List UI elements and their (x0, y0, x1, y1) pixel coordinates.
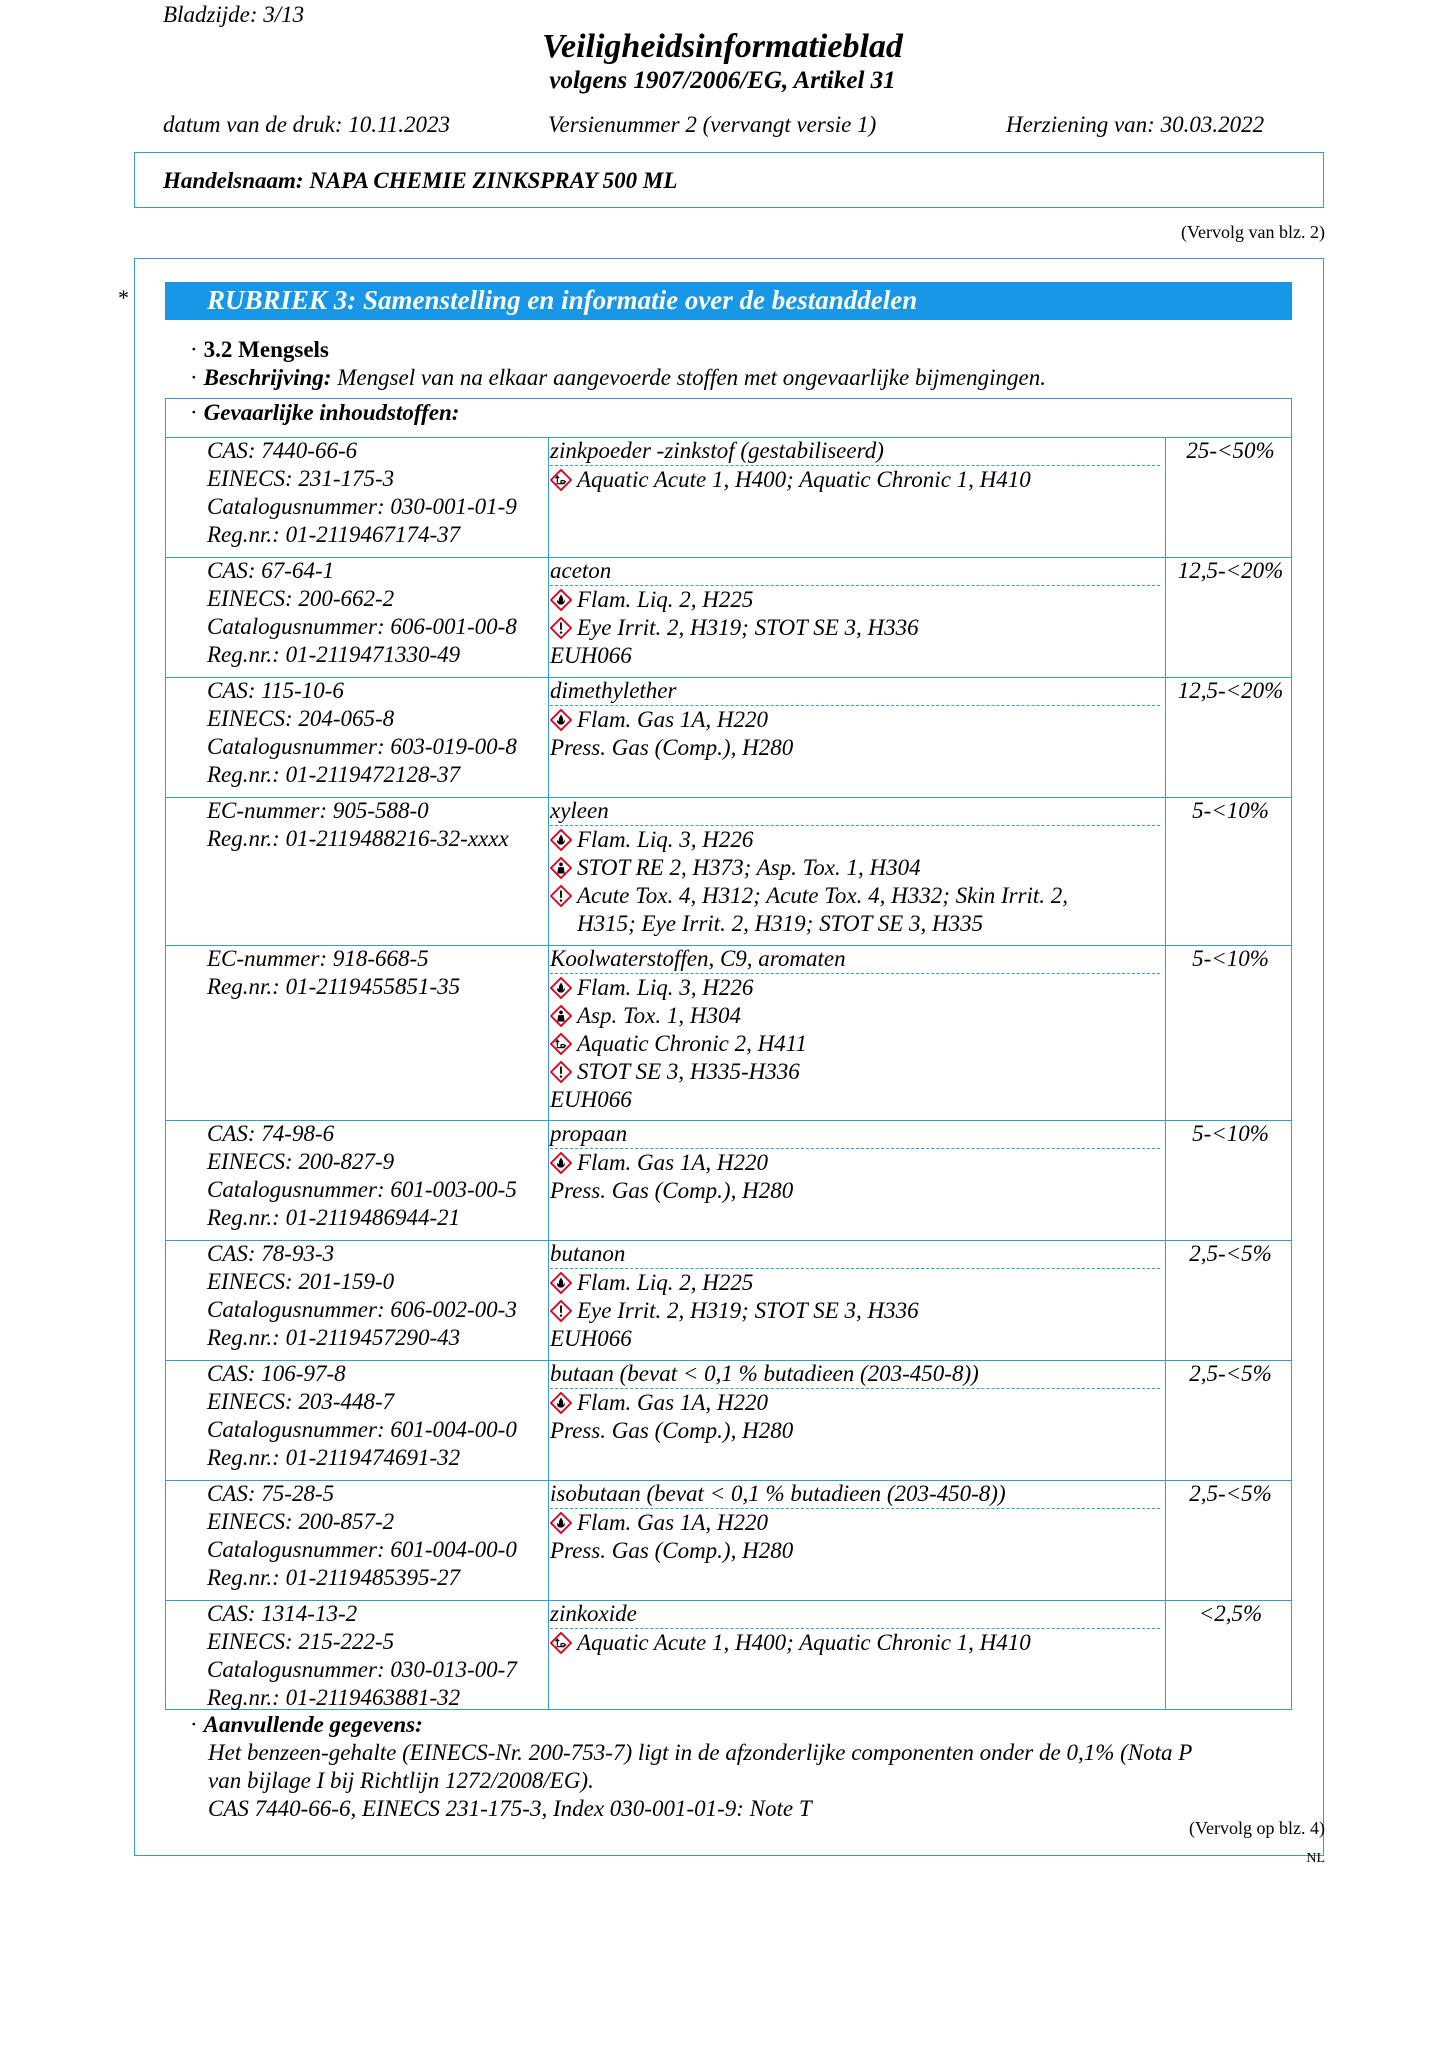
hazard-text: Eye Irrit. 2, H319; STOT SE 3, H336 (577, 1298, 919, 1323)
concentration: 5-<10% (1192, 798, 1269, 823)
substance-name: xyleen (550, 797, 1160, 826)
identifier-line: Reg.nr.: 01-2119455851-35 (207, 974, 461, 999)
hazard-text: Flam. Liq. 3, H226 (577, 975, 754, 1000)
column-divider (548, 1600, 549, 1710)
identifier-line: EINECS: 200-662-2 (207, 586, 395, 611)
document-title: Veiligheidsinformatieblad (542, 28, 903, 65)
identifier-line: CAS: 67-64-1 (207, 558, 335, 583)
identifier-column (207, 1240, 547, 1352)
identifier-line: Reg.nr.: 01-2119485395-27 (207, 1565, 461, 1590)
ingredient-row (165, 557, 1292, 677)
identifier-line: CAS: 78-93-3 (207, 1241, 335, 1266)
identifier-line: CAS: 75-28-5 (207, 1481, 335, 1506)
identifier-line: EINECS: 231-175-3 (207, 466, 395, 491)
column-divider (548, 1480, 549, 1600)
hazard-text: Aquatic Acute 1, H400; Aquatic Chronic 1, H410 (577, 1630, 1031, 1655)
exclamation-icon (550, 617, 572, 639)
revision-date: Herziening van: 30.03.2022 (1006, 112, 1265, 137)
hazard-text: Asp. Tox. 1, H304 (577, 1003, 741, 1028)
flame-icon (550, 1512, 572, 1534)
hazard-text: Flam. Gas 1A, H220 (577, 1510, 769, 1535)
column-divider (548, 557, 549, 677)
identifier-line: CAS: 74-98-6 (207, 1121, 335, 1146)
identifier-line: Catalogusnummer: 606-002-00-3 (207, 1297, 517, 1322)
hazard-text: STOT RE 2, H373; Asp. Tox. 1, H304 (577, 855, 921, 880)
ingredient-row (165, 437, 1292, 557)
identifier-line: EINECS: 203-448-7 (207, 1389, 395, 1414)
ingredient-row (165, 677, 1292, 797)
substance-name: dimethylether (550, 677, 1160, 706)
health-hazard-icon (550, 857, 572, 879)
concentration: 5-<10% (1192, 1121, 1269, 1146)
exclamation-icon (550, 1061, 572, 1083)
identifier-line: EC-nummer: 905-588-0 (207, 798, 429, 823)
substance-name: butanon (550, 1240, 1160, 1269)
ingredient-row (165, 1480, 1292, 1600)
hazard-line (550, 706, 1313, 734)
hazard-text: Press. Gas (Comp.), H280 (550, 1178, 794, 1203)
identifier-line: Catalogusnummer: 606-001-00-8 (207, 614, 517, 639)
column-divider (548, 1120, 549, 1240)
section-title: RUBRIEK 3: Samenstelling en informatie over de bestanddelen (207, 285, 918, 315)
hazard-line (550, 1177, 1313, 1205)
mixtures-label: 3.2 Mengsels (203, 337, 329, 362)
hazard-line (550, 1149, 1313, 1177)
additional-line: Het benzeen-gehalte (EINECS-Nr. 200-753-7) ligt in de afzonderlijke componenten onder de 0,1% (Nota P (208, 1740, 1193, 1765)
hazard-text: Flam. Liq. 2, H225 (577, 587, 754, 612)
description-text: Mengsel van na elkaar aangevoerde stoffen met ongevaarlijke bijmengingen. (337, 365, 1046, 390)
mixtures-heading: · 3.2 Mengsels (190, 337, 329, 362)
hazard-line (550, 586, 1313, 614)
identifier-line: Catalogusnummer: 601-004-00-0 (207, 1537, 517, 1562)
concentration: 25-<50% (1186, 438, 1275, 463)
hazardous-heading: · Gevaarlijke inhoudstoffen: (190, 400, 460, 425)
environment-icon (550, 1632, 572, 1654)
hazard-line (550, 466, 1313, 494)
hazard-text: Press. Gas (Comp.), H280 (550, 735, 794, 760)
hazard-line (550, 1058, 1313, 1086)
hazard-text: Eye Irrit. 2, H319; STOT SE 3, H336 (577, 615, 919, 640)
additional-label: Aanvullende gegevens: (203, 1712, 423, 1737)
concentration: 5-<10% (1192, 946, 1269, 971)
hazard-line (550, 974, 1313, 1002)
identifier-line: CAS: 106-97-8 (207, 1361, 346, 1386)
hazard-text: Flam. Gas 1A, H220 (577, 1150, 769, 1175)
identifier-line: Catalogusnummer: 030-013-00-7 (207, 1657, 517, 1682)
description-label: Beschrijving: (203, 365, 332, 390)
concentration: <2,5% (1198, 1601, 1263, 1626)
hazard-line (550, 882, 1313, 910)
substance-name: aceton (550, 557, 1160, 586)
hazard-line (550, 1086, 1313, 1114)
flame-icon (550, 709, 572, 731)
hazard-line (550, 1002, 1313, 1030)
identifier-column (207, 1120, 547, 1232)
substance-name: isobutaan (bevat < 0,1 % butadieen (203-450-8)) (550, 1480, 1160, 1509)
ingredient-row (165, 1240, 1292, 1360)
concentration: 12,5-<20% (1177, 678, 1284, 703)
concentration: 2,5-<5% (1189, 1361, 1272, 1386)
ingredient-row (165, 1360, 1292, 1480)
identifier-column (207, 557, 547, 669)
concentration: 2,5-<5% (1189, 1241, 1272, 1266)
hazard-line (550, 734, 1313, 762)
health-hazard-icon (550, 1005, 572, 1027)
identifier-line: EINECS: 204-065-8 (207, 706, 395, 731)
hazard-text: Press. Gas (Comp.), H280 (550, 1538, 794, 1563)
ingredient-row (165, 1600, 1292, 1710)
hazard-text: H315; Eye Irrit. 2, H319; STOT SE 3, H335 (577, 911, 984, 936)
continued-from: (Vervolg van blz. 2) (1181, 222, 1325, 242)
hazard-text: Flam. Gas 1A, H220 (577, 707, 769, 732)
ingredient-row (165, 797, 1292, 945)
flame-icon (550, 589, 572, 611)
column-divider (548, 1360, 549, 1480)
identifier-line: EC-nummer: 918-668-5 (207, 946, 429, 971)
identifier-line: EINECS: 215-222-5 (207, 1629, 395, 1654)
identifier-line: CAS: 7440-66-6 (207, 438, 358, 463)
identifier-line: Reg.nr.: 01-2119463881-32 (207, 1685, 461, 1710)
additional-line: CAS 7440-66-6, EINECS 231-175-3, Index 030-001-01-9: Note T (208, 1796, 812, 1821)
concentration: 12,5-<20% (1177, 558, 1284, 583)
hazard-text: EUH066 (550, 643, 632, 668)
hazard-line (550, 1537, 1313, 1565)
substance-name: butaan (bevat < 0,1 % butadieen (203-450-8)) (550, 1360, 1160, 1389)
environment-icon (550, 469, 572, 491)
identifier-line: CAS: 115-10-6 (207, 678, 344, 703)
identifier-column (207, 677, 547, 789)
hazard-text: Flam. Gas 1A, H220 (577, 1390, 769, 1415)
hazard-line (550, 910, 1313, 938)
hazard-text: STOT SE 3, H335-H336 (577, 1059, 800, 1084)
page-label: Bladzijde: 3/13 (163, 2, 305, 27)
hazard-text: EUH066 (550, 1326, 632, 1351)
hazard-line (550, 826, 1313, 854)
flame-icon (550, 1152, 572, 1174)
hazard-line (550, 1269, 1313, 1297)
hazard-line (550, 614, 1313, 642)
identifier-line: Reg.nr.: 01-2119471330-49 (207, 642, 461, 667)
identifier-line: Catalogusnummer: 601-003-00-5 (207, 1177, 517, 1202)
identifier-line: Catalogusnummer: 030-001-01-9 (207, 494, 517, 519)
identifier-line: Reg.nr.: 01-2119474691-32 (207, 1445, 461, 1470)
identifier-line: EINECS: 201-159-0 (207, 1269, 395, 1294)
additional-heading: · Aanvullende gegevens: (190, 1712, 423, 1737)
additional-line: van bijlage I bij Richtlijn 1272/2008/EG). (208, 1768, 594, 1793)
column-divider (548, 945, 549, 1120)
hazard-text: Press. Gas (Comp.), H280 (550, 1418, 794, 1443)
environment-icon (550, 1033, 572, 1055)
identifier-line: CAS: 1314-13-2 (207, 1601, 358, 1626)
hazard-line (550, 642, 1313, 670)
identifier-line: EINECS: 200-857-2 (207, 1509, 395, 1534)
identifier-column (207, 797, 547, 853)
hazard-text: Aquatic Chronic 2, H411 (577, 1031, 807, 1056)
hazard-text: Flam. Liq. 2, H225 (577, 1270, 754, 1295)
print-date: datum van de druk: 10.11.2023 (163, 112, 451, 137)
substance-name: zinkpoeder -zinkstof (gestabiliseerd) (550, 437, 1160, 466)
change-marker: * (118, 285, 129, 310)
identifier-line: Reg.nr.: 01-2119472128-37 (207, 762, 461, 787)
hazard-text: Aquatic Acute 1, H400; Aquatic Chronic 1, H410 (577, 467, 1031, 492)
hazard-text: EUH066 (550, 1087, 632, 1112)
concentration: 2,5-<5% (1189, 1481, 1272, 1506)
identifier-line: Catalogusnummer: 603-019-00-8 (207, 734, 517, 759)
flame-icon (550, 1392, 572, 1414)
substance-name: zinkoxide (550, 1600, 1160, 1629)
identifier-column (207, 945, 547, 1001)
hazard-text: Acute Tox. 4, H312; Acute Tox. 4, H332; Skin Irrit. 2, (577, 883, 1069, 908)
hazard-text: Flam. Liq. 3, H226 (577, 827, 754, 852)
exclamation-icon (550, 1300, 572, 1322)
identifier-line: Reg.nr.: 01-2119467174-37 (207, 522, 461, 547)
substance-name: Koolwaterstoffen, C9, aromaten (550, 945, 1160, 974)
hazard-line (550, 1030, 1313, 1058)
identifier-column (207, 437, 547, 549)
flame-icon (550, 1272, 572, 1294)
identifier-line: Reg.nr.: 01-2119457290-43 (207, 1325, 461, 1350)
flame-icon (550, 829, 572, 851)
column-divider (548, 797, 549, 945)
identifier-line: Reg.nr.: 01-2119488216-32-xxxx (207, 826, 509, 851)
identifier-line: Reg.nr.: 01-2119486944-21 (207, 1205, 461, 1230)
hazard-line (550, 1389, 1313, 1417)
version-number: Versienummer 2 (vervangt versie 1) (548, 112, 877, 137)
ingredient-row (165, 945, 1292, 1120)
language-code: NL (1306, 1851, 1325, 1866)
identifier-column (207, 1600, 547, 1712)
hazardous-label: Gevaarlijke inhoudstoffen: (203, 400, 460, 425)
ingredient-row (165, 1120, 1292, 1240)
identifier-line: Catalogusnummer: 601-004-00-0 (207, 1417, 517, 1442)
document-subtitle: volgens 1907/2006/EG, Artikel 31 (549, 67, 896, 94)
column-divider (548, 677, 549, 797)
hazard-line (550, 1297, 1313, 1325)
hazard-line (550, 1417, 1313, 1445)
flame-icon (550, 977, 572, 999)
hazard-line (550, 1325, 1313, 1353)
substance-name: propaan (550, 1120, 1160, 1149)
exclamation-icon (550, 885, 572, 907)
hazard-line (550, 1629, 1313, 1657)
column-divider (548, 1240, 549, 1360)
trade-name: Handelsnaam: NAPA CHEMIE ZINKSPRAY 500 ML (163, 168, 678, 193)
identifier-line: EINECS: 200-827-9 (207, 1149, 395, 1174)
continued-on: (Vervolg op blz. 4) (1189, 1818, 1325, 1838)
description-line: · Beschrijving: Mengsel van na elkaar aangevoerde stoffen met ongevaarlijke bijmengingen. (190, 365, 1046, 390)
hazard-line (550, 1509, 1313, 1537)
identifier-column (207, 1480, 547, 1592)
hazard-line (550, 854, 1313, 882)
column-divider (548, 437, 549, 557)
identifier-column (207, 1360, 547, 1472)
